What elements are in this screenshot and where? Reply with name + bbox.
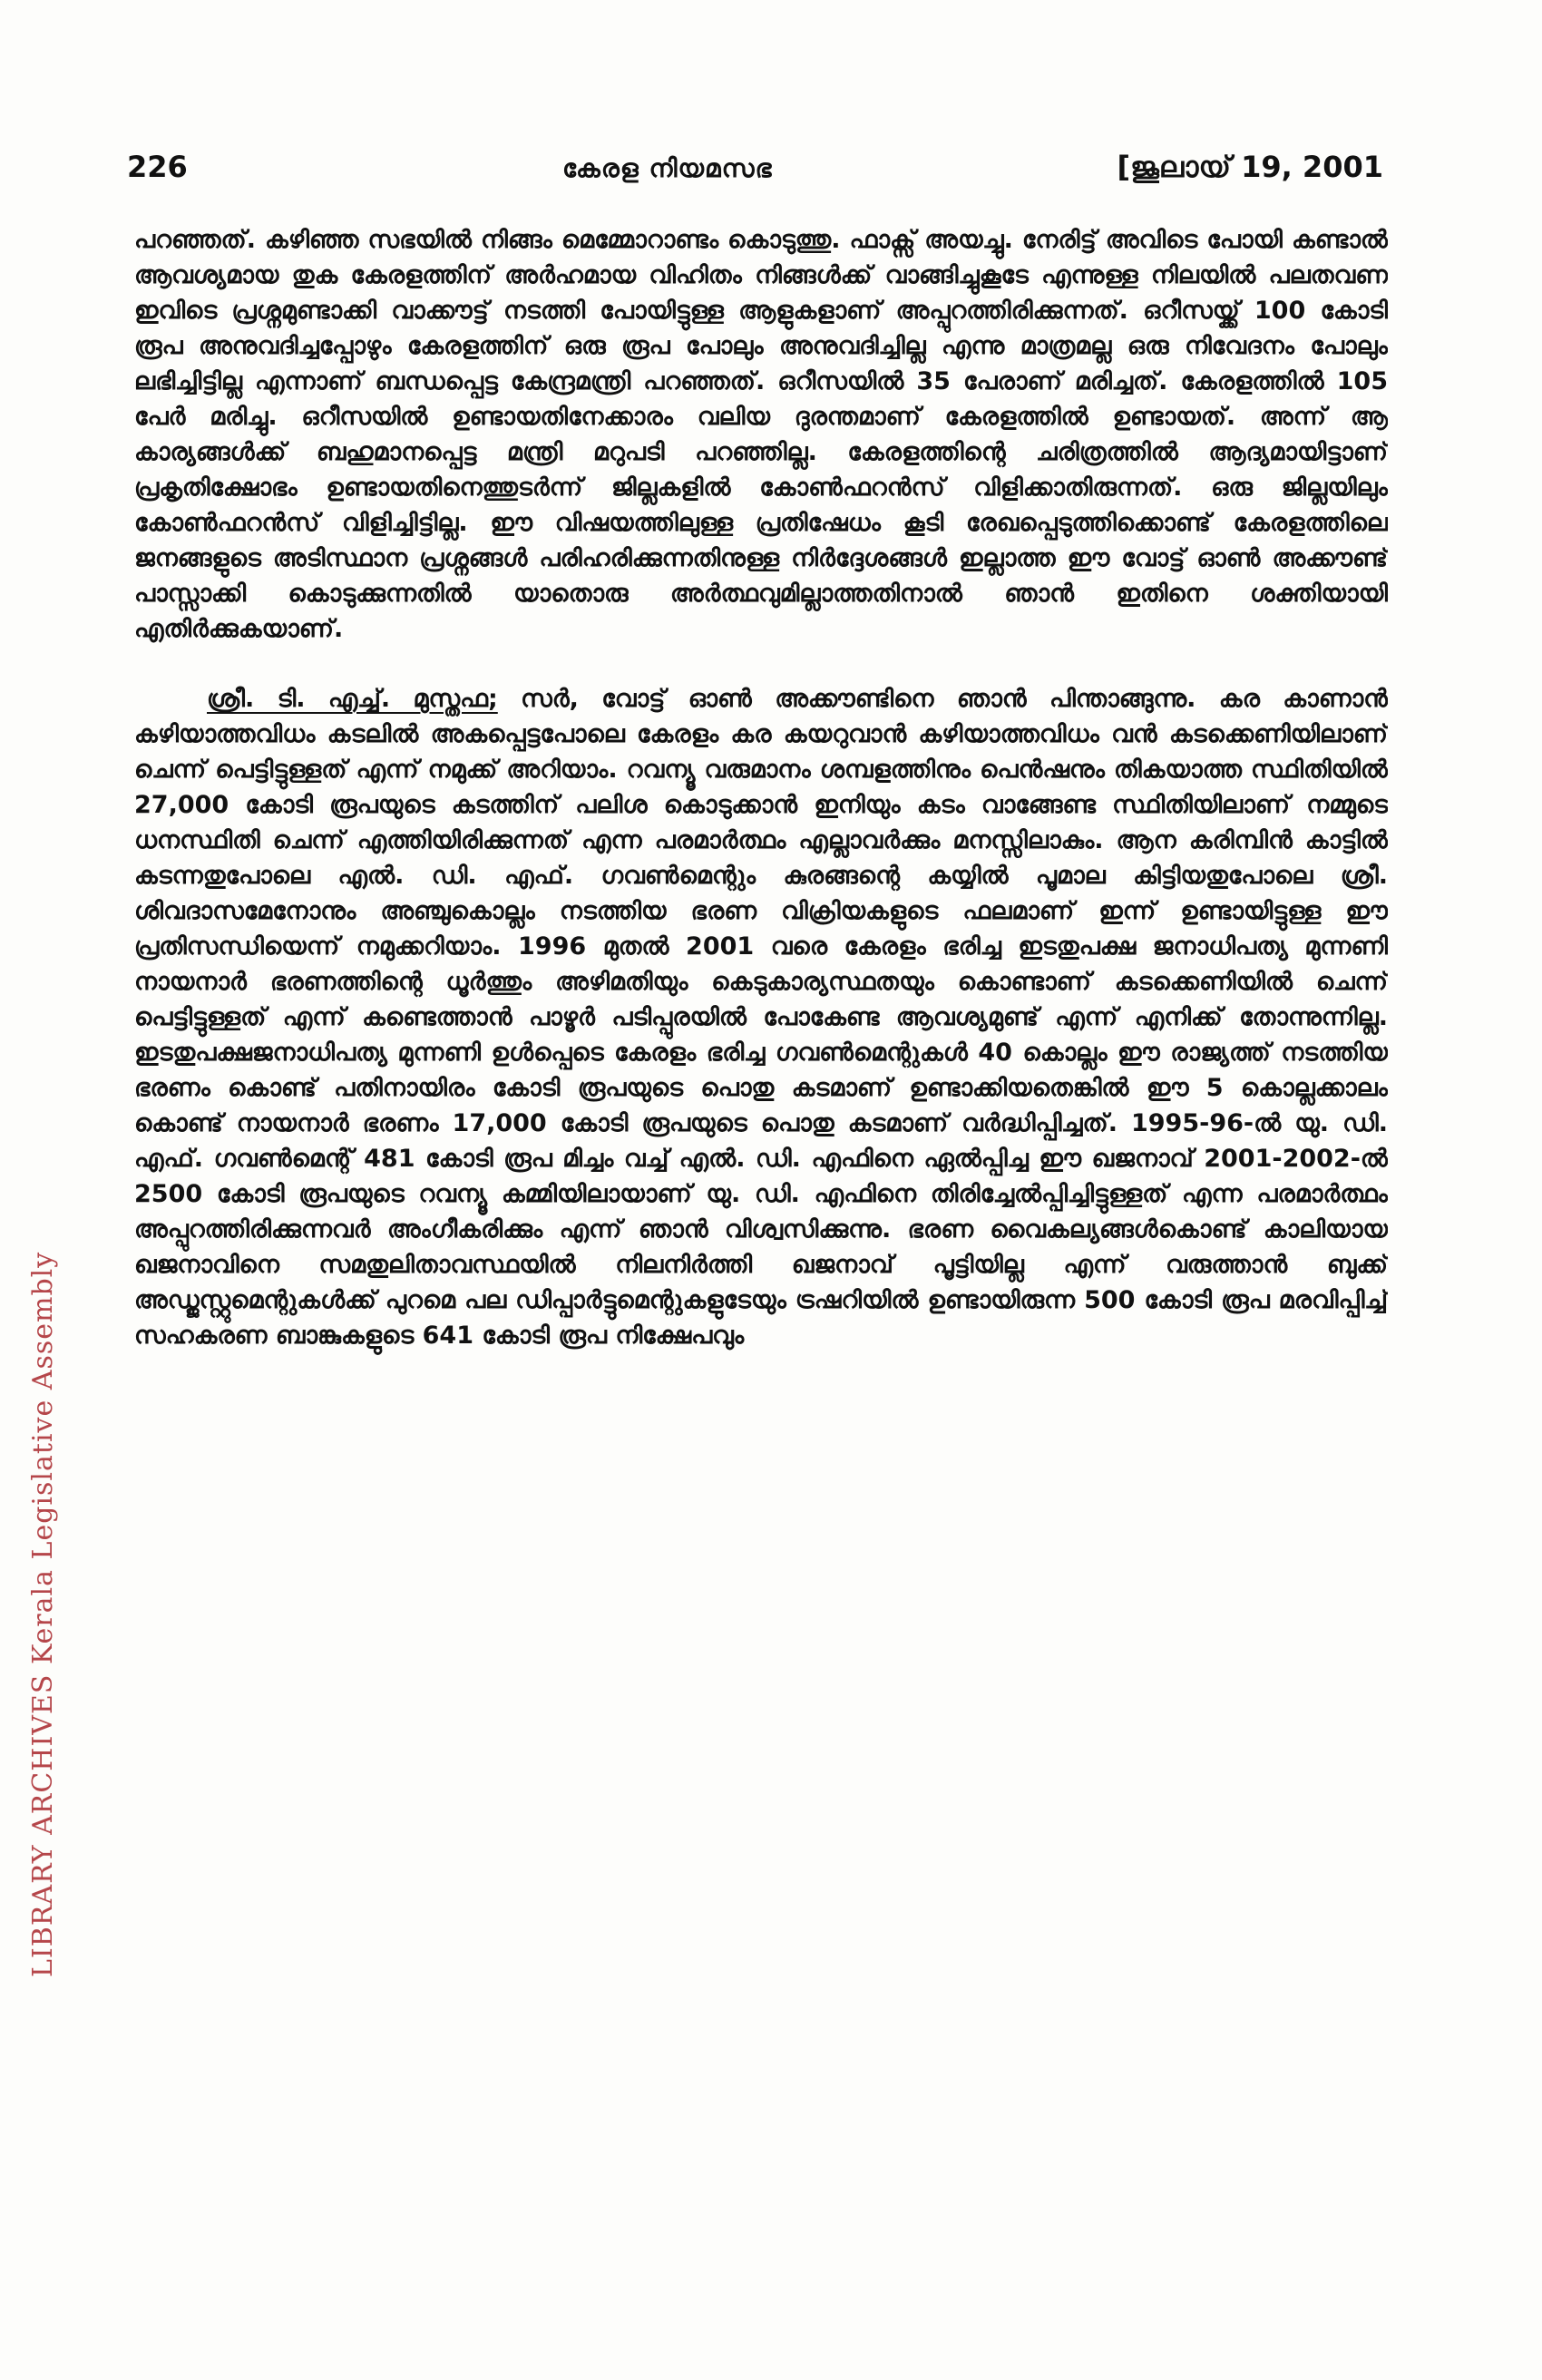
paragraph-1-text: പറഞ്ഞത്. കഴിഞ്ഞ സഭയിൽ നിങ്ങം മെമ്മോറാണ്ടം കൊടുത്തു. ഫാക്സ് അയച്ചു. നേരിട്ട് അവിടെ പോയി കണ്ടാൽ ആവശ്യമായ തുക കേരളത്തിന് അർഹമായ വിഹിതം നിങ്ങൾക്ക് വാങ്ങിച്ചുകൂടേ എന്നുള്ള നിലയിൽ പലതവണ ഇവിടെ പ്രശ്നമുണ്ടാക്കി വാക്കൗട്ട് നടത്തി പോയിട്ടുള്ള ആളുകളാണ് അപ്പുറത്തിരിക്കുന്നത്. ഒറീസയ്ക്ക് 100 കോടി രൂപ അനുവദിച്ചപ്പോഴും കേരളത്തിന് ഒരു രൂപ പോലും അനുവദിച്ചില്ല എന്നു മാത്രമല്ല ഒരു നിവേദനം പോലും ലഭിച്ചിട്ടില്ല എന്നാണ് ബന്ധപ്പെട്ട കേന്ദ്രമന്ത്രി പറഞ്ഞത്. ഒറീസയിൽ 35 പേരാണ് മരിച്ചത്. കേരളത്തിൽ 105 പേർ മരിച്ചു. ഒറീസയിൽ ഉണ്ടായതിനേക്കാരം വലിയ ദുരന്തമാണ് കേരളത്തിൽ ഉണ്ടായത്. അന്ന് ആ കാര്യങ്ങൾക്ക് ബഹുമാനപ്പെട്ട മന്ത്രി മറുപടി പറഞ്ഞില്ല. കേരളത്തിന്റെ ചരിത്രത്തിൽ ആദ്യമായിട്ടാണ് പ്രകൃതിക്ഷോഭം ഉണ്ടായതിനെത്തുടർന്ന് ജില്ലകളിൽ കോൺഫറൻസ് വിളിക്കാതിരുന്നത്. ഒരു ജില്ലയിലും കോൺഫറൻസ് വിളിച്ചിട്ടില്ല. ഈ വിഷയത്തിലുള്ള പ്രതിഷേധം കൂടി രേഖപ്പെടുത്തിക്കൊണ്ട് കേരളത്തിലെ ജനങ്ങളുടെ അടിസ്ഥാന പ്രശ്നങ്ങൾ പരിഹരിക്കുന്നതിനുള്ള നിർദ്ദേശങ്ങൾ ഇല്ലാത്ത ഈ വോട്ട് ഓൺ അക്കൗണ്ട് പാസ്സാക്കി കൊടുക്കുന്നതിൽ യാതൊരു അർത്ഥവുമില്ലാത്തതിനാൽ ഞാൻ ഇതിനെ ശക്തിയായി എതിർക്കുകയാണ്.: [134, 226, 1388, 643]
running-title: കേരള നിയമസഭ: [562, 153, 773, 183]
archive-watermark: LIBRARY ARCHIVES Kerala Legislative Assembly: [27, 1251, 59, 1977]
running-date: [ജൂലായ് 19, 2001: [1117, 150, 1383, 184]
paragraph-2: [134, 681, 1388, 1353]
paragraph-2-text: സർ, വോട്ട് ഓൺ അക്കൗണ്ടിനെ ഞാൻ പിന്താങ്ങുന്നു. കര കാണാൻ കഴിയാത്തവിധം കടലിൽ അകപ്പെട്ടപോലെ കേരളം കര കയറുവാൻ കഴിയാത്തവിധം വൻ കടക്കെണിയിലാണ് ചെന്ന് പെട്ടിട്ടുള്ളത് എന്ന് നമുക്ക് അറിയാം. റവന്യൂ വരുമാനം ശമ്പളത്തിനും പെൻഷനും തികയാത്ത സ്ഥിതിയിൽ 27,000 കോടി രൂപയുടെ കടത്തിന് പലിശ കൊടുക്കാൻ ഇനിയും കടം വാങ്ങേണ്ട സ്ഥിതിയിലാണ് നമ്മുടെ ധനസ്ഥിതി ചെന്ന് എത്തിയിരിക്കുന്നത് എന്ന പരമാർത്ഥം എല്ലാവർക്കും മനസ്സിലാകും. ആന കരിമ്പിൻ കാട്ടിൽ കടന്നതുപോലെ എൽ. ഡി. എഫ്. ഗവൺമെന്റും കുരങ്ങന്റെ കയ്യിൽ പൂമാല കിട്ടിയതുപോലെ ശ്രീ. ശിവദാസമേനോനും അഞ്ചുകൊല്ലം നടത്തിയ ഭരണ വിക്രിയകളുടെ ഫലമാണ് ഇന്ന് ഉണ്ടായിട്ടുള്ള ഈ പ്രതിസന്ധിയെന്ന് നമുക്കറിയാം. 1996 മുതൽ 2001 വരെ കേരളം ഭരിച്ച ഇടതുപക്ഷ ജനാധിപത്യ മുന്നണി നായനാർ ഭരണത്തിന്റെ ധൂർത്തും അഴിമതിയും കെടുകാര്യസ്ഥതയും കൊണ്ടാണ് കടക്കെണിയിൽ ചെന്ന് പെട്ടിട്ടുള്ളത് എന്ന് കണ്ടെത്താൻ പാഴൂർ പടിപ്പുരയിൽ പോകേണ്ട ആവശ്യമുണ്ട് എന്ന് എനിക്ക് തോന്നുന്നില്ല. ഇടതുപക്ഷജനാധിപത്യ മുന്നണി ഉൾപ്പെടെ കേരളം ഭരിച്ച ഗവൺമെന്റുകൾ 40 കൊല്ലം ഈ രാജ്യത്ത് നടത്തിയ ഭരണം കൊണ്ട് പതിനായിരം കോടി രൂപയുടെ പൊതു കടമാണ് ഉണ്ടാക്കിയതെങ്കിൽ ഈ 5 കൊല്ലക്കാലം കൊണ്ട് നായനാർ ഭരണം 17,000 കോടി രൂപയുടെ പൊതു കടമാണ് വർദ്ധിപ്പിച്ചത്. 1995-96-ൽ യു. ഡി. എഫ്. ഗവൺമെന്റ് 481 കോടി രൂപ മിച്ചം വച്ച് എൽ. ഡി. എഫിനെ ഏൽപ്പിച്ച ഈ ഖജനാവ് 2001-2002-ൽ 2500 കോടി രൂപയുടെ റവന്യൂ കമ്മിയിലായാണ് യു. ഡി. എഫിനെ തിരിച്ചേൽപ്പിച്ചിട്ടുള്ളത് എന്ന പരമാർത്ഥം അപ്പുറത്തിരിക്കുന്നവർ അംഗീകരിക്കും എന്ന് ഞാൻ വിശ്വസിക്കുന്നു. ഭരണ വൈകല്യങ്ങൾകൊണ്ട് കാലിയായ ഖജനാവിനെ സമതുലിതാവസ്ഥയിൽ നിലനിർത്തി ഖജനാവ് പൂട്ടിയില്ല എന്ന് വരുത്താൻ ബുക്ക് അഡ്ജസ്റ്റുമെന്റുകൾക്ക് പുറമെ പല ഡിപ്പാർട്ടുമെന്റുകളുടേയും ട്രഷറിയിൽ ഉണ്ടായിരുന്ന 500 കോടി രൂപ മരവിപ്പിച്ച് സഹകരണ ബാങ്കുകളുടെ 641 കോടി രൂപ നിക്ഷേപവും: [134, 685, 1388, 1350]
page-header: [127, 150, 1383, 195]
page-number: 226: [127, 150, 188, 184]
paragraph-1: [134, 222, 1388, 647]
speaker-name: ശ്രീ. ടി. എച്ച്. മുസ്തഫ;: [207, 685, 498, 713]
body-text: [134, 222, 1388, 2336]
